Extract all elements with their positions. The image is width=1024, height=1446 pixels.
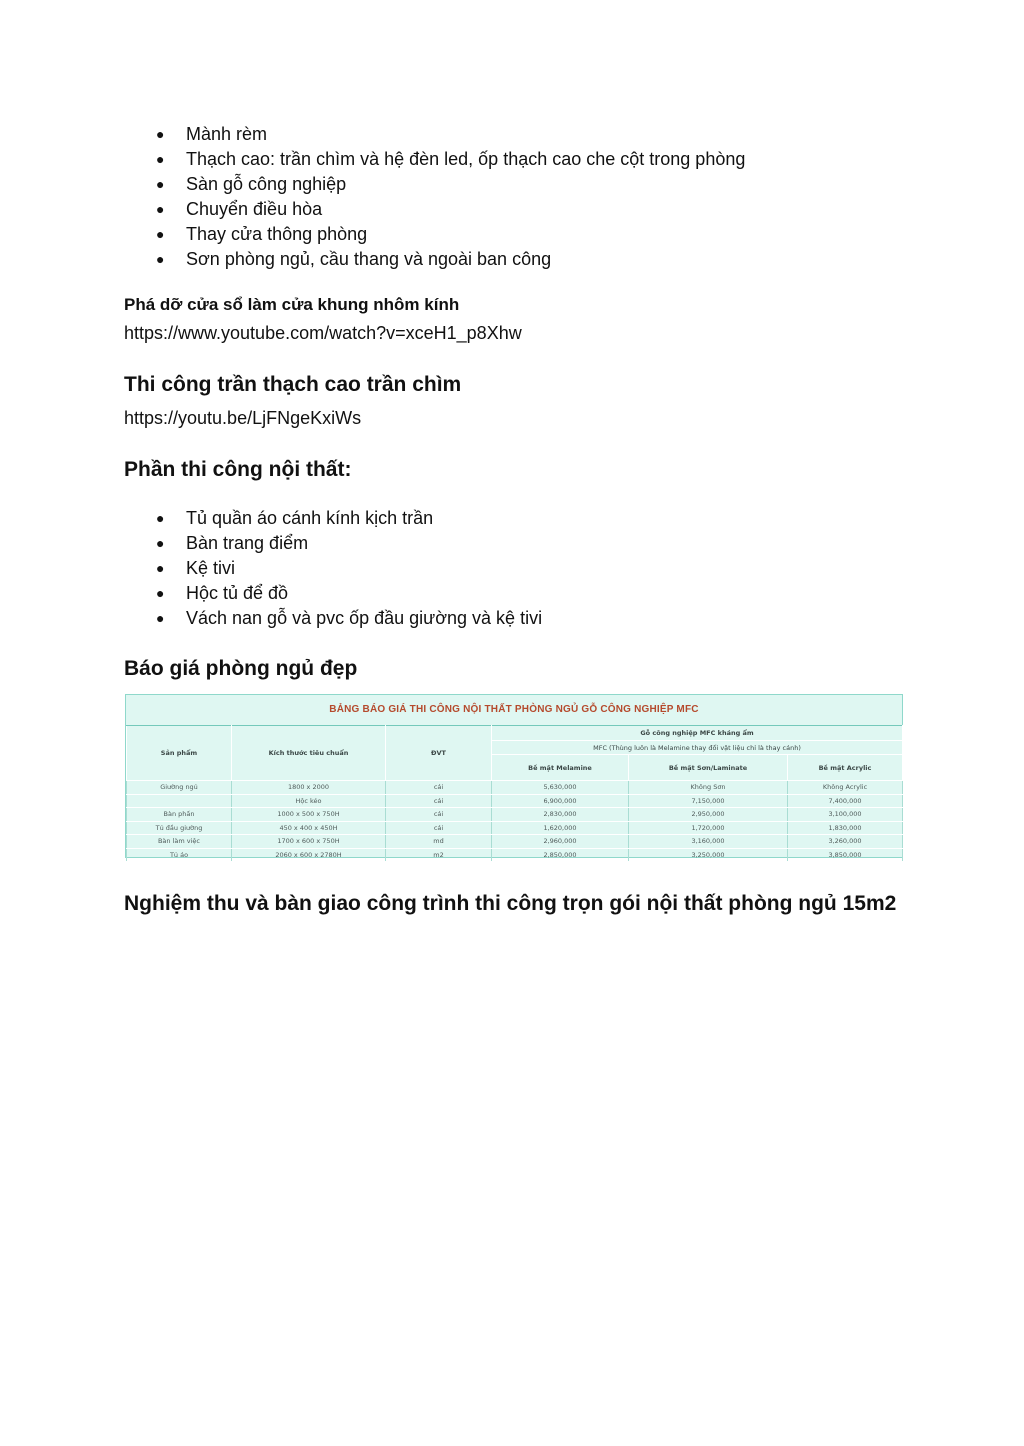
list-item: ● Bàn trang điểm — [124, 531, 542, 556]
bullet-icon: ● — [156, 126, 165, 142]
bullet-icon: ● — [156, 560, 165, 576]
col-acrylic-header: Bề mặt Acrylic — [788, 755, 903, 781]
interior-section-heading: Phần thi công nội thất: — [124, 458, 352, 481]
bullet-icon: ● — [156, 251, 165, 267]
interior-items-list — [124, 506, 542, 631]
table-row: Bàn phấn 1000 x 500 x 750H cái 2,830,000 2,950,000 3,100,000 — [127, 808, 903, 822]
list-item: ● Chuyển điều hòa — [124, 197, 745, 222]
table-row: Hộc kéo cái 6,900,000 7,150,000 7,400,000 — [127, 794, 903, 808]
renovation-items-list — [124, 122, 745, 272]
ceiling-section-heading: Thi công trần thạch cao trần chìm — [124, 373, 462, 396]
table-row: Tủ đầu giường 450 x 400 x 450H cái 1,620,000 1,720,000 1,830,000 — [127, 821, 903, 835]
handover-section-heading: Nghiệm thu và bàn giao công trình thi công trọn gói nội thất phòng ngủ 15m2 — [124, 892, 897, 915]
list-item: ● Sơn phòng ngủ, cầu thang và ngoài ban công — [124, 247, 745, 272]
bullet-icon: ● — [156, 535, 165, 551]
bullet-icon: ● — [156, 585, 165, 601]
bullet-icon: ● — [156, 201, 165, 217]
bullet-icon: ● — [156, 176, 165, 192]
col-laminate-header: Bề mặt Sơn/Laminate — [629, 755, 788, 781]
bullet-icon: ● — [156, 610, 165, 626]
ceiling-video-link[interactable]: https://youtu.be/LjFNgeKxiWs — [124, 408, 362, 428]
bullet-icon: ● — [156, 151, 165, 167]
bullet-icon: ● — [156, 510, 165, 526]
table-row: Giường ngủ 1800 x 2000 cái 5,630,000 Không Sơn Không Acrylic — [127, 781, 903, 795]
col-unit-header: ĐVT — [386, 726, 492, 781]
col-product-header: Sản phẩm — [127, 726, 232, 781]
col-size-header: Kích thước tiêu chuẩn — [232, 726, 386, 781]
table-row: Bàn làm việc 1700 x 600 x 750H md 2,960,000 3,160,000 3,260,000 — [127, 835, 903, 849]
list-item: ● Kệ tivi — [124, 556, 542, 581]
table-row: Tủ áo 2060 x 600 x 2780H m2 2,850,000 3,250,000 3,850,000 — [127, 848, 903, 862]
bullet-icon: ● — [156, 226, 165, 242]
list-item: ● Tủ quần áo cánh kính kịch trần — [124, 506, 542, 531]
list-item: ● Hộc tủ để đồ — [124, 581, 542, 606]
price-table — [126, 725, 903, 862]
price-table-title: BẢNG BÁO GIÁ THI CÔNG NỘI THẤT PHÒNG NGỦ GỖ CÔNG NGHIỆP MFC — [329, 704, 699, 715]
list-item: ● Thay cửa thông phòng — [124, 222, 745, 247]
list-item: ● Vách nan gỗ và pvc ốp đầu giường và kệ tivi — [124, 606, 542, 631]
window-video-link[interactable]: https://www.youtube.com/watch?v=xceH1_p8Xhw — [124, 323, 522, 343]
window-section-heading: Phá dỡ cửa sổ làm cửa khung nhôm kính — [124, 295, 460, 314]
list-item: ● Sàn gỗ công nghiệp — [124, 172, 745, 197]
price-section-heading: Báo giá phòng ngủ đẹp — [124, 657, 358, 680]
col-melamine-header: Bề mặt Melamine — [492, 755, 629, 781]
list-item: ● Mành rèm — [124, 122, 745, 147]
price-table-image — [125, 694, 903, 858]
list-item: ● Thạch cao: trần chìm và hệ đèn led, ốp thạch cao che cột trong phòng — [124, 147, 745, 172]
material-group-header: Gỗ công nghiệp MFC kháng ẩm — [492, 726, 903, 741]
mfc-note-header: MFC (Thùng luôn là Melamine thay đổi vật liệu chỉ là thay cánh) — [492, 741, 903, 755]
